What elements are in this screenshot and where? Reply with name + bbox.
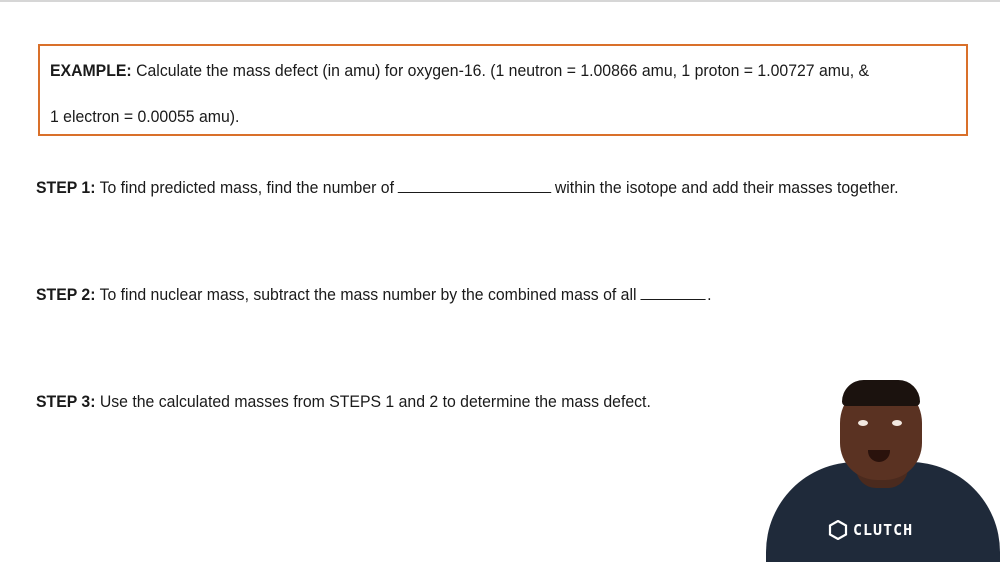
presenter-eye-left bbox=[858, 420, 868, 426]
example-line-1 bbox=[50, 61, 869, 81]
step-2 bbox=[36, 285, 712, 305]
step-2-blank bbox=[640, 285, 705, 300]
clutch-logo bbox=[828, 520, 913, 540]
step-2-label: STEP 2: bbox=[36, 285, 96, 304]
example-label: EXAMPLE: bbox=[50, 61, 132, 80]
presenter-video bbox=[760, 370, 1000, 562]
presenter-hair bbox=[842, 380, 920, 406]
step-1 bbox=[36, 178, 899, 198]
example-box bbox=[38, 44, 968, 136]
step-3-label: STEP 3: bbox=[36, 392, 96, 411]
step-1-text-after: within the isotope and add their masses together. bbox=[554, 178, 899, 197]
clutch-logo-text: CLUTCH bbox=[853, 521, 914, 539]
presenter-eye-right bbox=[892, 420, 902, 426]
step-3 bbox=[36, 392, 651, 412]
example-question: Calculate the mass defect (in amu) for oxygen-16. (1 neutron = 1.00866 amu, 1 proton = 1.00727 amu, & bbox=[136, 61, 870, 80]
step-2-text-after: . bbox=[707, 285, 712, 304]
example-line-2: 1 electron = 0.00055 amu). bbox=[50, 107, 240, 126]
step-1-label: STEP 1: bbox=[36, 178, 96, 197]
step-2-text-before: To find nuclear mass, subtract the mass number by the combined mass of all bbox=[99, 285, 637, 304]
hexagon-icon bbox=[828, 520, 848, 540]
step-3-text: Use the calculated masses from STEPS 1 and 2 to determine the mass defect. bbox=[99, 392, 651, 411]
top-divider bbox=[0, 0, 1000, 2]
step-1-text-before: To find predicted mass, find the number of bbox=[99, 178, 394, 197]
step-1-blank bbox=[398, 178, 551, 193]
